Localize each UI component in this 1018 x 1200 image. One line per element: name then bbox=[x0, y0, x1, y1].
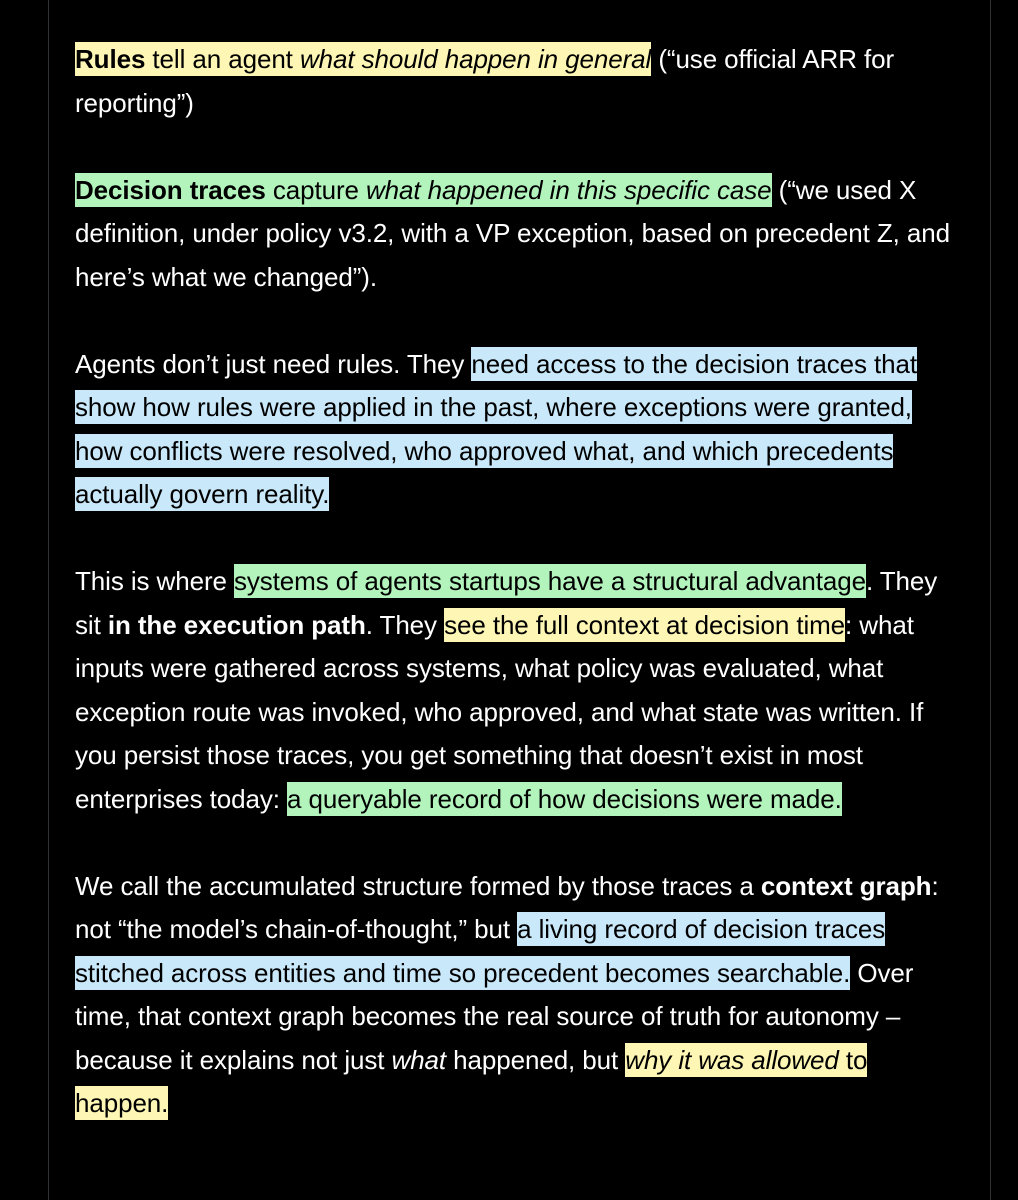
text-segment: tell an agent bbox=[145, 44, 300, 74]
highlight-yellow: see the full context at decision time bbox=[444, 609, 846, 640]
emphasis-what: what bbox=[391, 1044, 447, 1075]
bold-execution-path: in the execution path bbox=[107, 609, 366, 640]
text-segment: capture bbox=[265, 174, 366, 205]
text-segment: (“use official ARR for reporting”) bbox=[75, 44, 895, 118]
emphasis-text: what should happen in general bbox=[299, 44, 652, 74]
paragraph-rules bbox=[75, 38, 955, 125]
left-column-border bbox=[48, 0, 49, 1200]
highlight-green: a queryable record of how decisions were made. bbox=[287, 783, 842, 814]
term-context-graph: context graph bbox=[760, 870, 932, 901]
highlight-green bbox=[75, 173, 772, 207]
paragraph-agents-need bbox=[75, 343, 955, 517]
highlight-yellow bbox=[75, 42, 651, 76]
highlight-blue: need access to the decision traces that show how rules were applied in the past, where exceptions were granted, how conflicts were resolved, who approved what, and which precedents actually govern reality. bbox=[75, 348, 917, 509]
text-segment: . They sit bbox=[75, 566, 938, 640]
text-segment: (“we used X definition, under policy v3.2, with a VP exception, based on precedent Z, and here’s what we changed”). bbox=[75, 174, 950, 292]
text-segment: We call the accumulated structure formed by those traces a bbox=[75, 870, 761, 901]
text-segment: to happen. bbox=[75, 1044, 868, 1118]
highlight-green: systems of agents startups have a structural advantage bbox=[233, 566, 866, 596]
term-decision-traces: Decision traces bbox=[75, 174, 266, 205]
text-segment: This is where bbox=[75, 566, 234, 596]
paragraph-context-graph bbox=[75, 865, 955, 1126]
highlight-blue: a living record of decision traces stitched across entities and time so precedent becomes searchable. bbox=[75, 914, 886, 988]
emphasis-text: what happened in this specific case bbox=[366, 174, 772, 205]
emphasis-why-allowed: why it was allowed bbox=[625, 1044, 839, 1075]
text-segment: happened, but bbox=[446, 1044, 626, 1075]
article-body bbox=[75, 38, 955, 1169]
text-segment: : not “the model’s chain-of-thought,” but bbox=[75, 870, 939, 944]
text-segment: Agents don’t just need rules. They bbox=[75, 348, 472, 379]
right-column-border bbox=[990, 0, 991, 1200]
term-rules: Rules bbox=[75, 44, 146, 74]
text-segment: . They bbox=[365, 609, 445, 640]
text-segment: : what inputs were gathered across systems, what policy was evaluated, what exception route was invoked, who approved, and what state was written. If you persist those traces, you get something that doesn’t exist in most enterprises today: bbox=[75, 609, 924, 814]
text-segment: Over time, that context graph becomes the real source of truth for autonomy – because it explains not just bbox=[75, 957, 914, 1075]
paragraph-decision-traces bbox=[75, 169, 955, 300]
paragraph-structural-advantage bbox=[75, 560, 955, 821]
